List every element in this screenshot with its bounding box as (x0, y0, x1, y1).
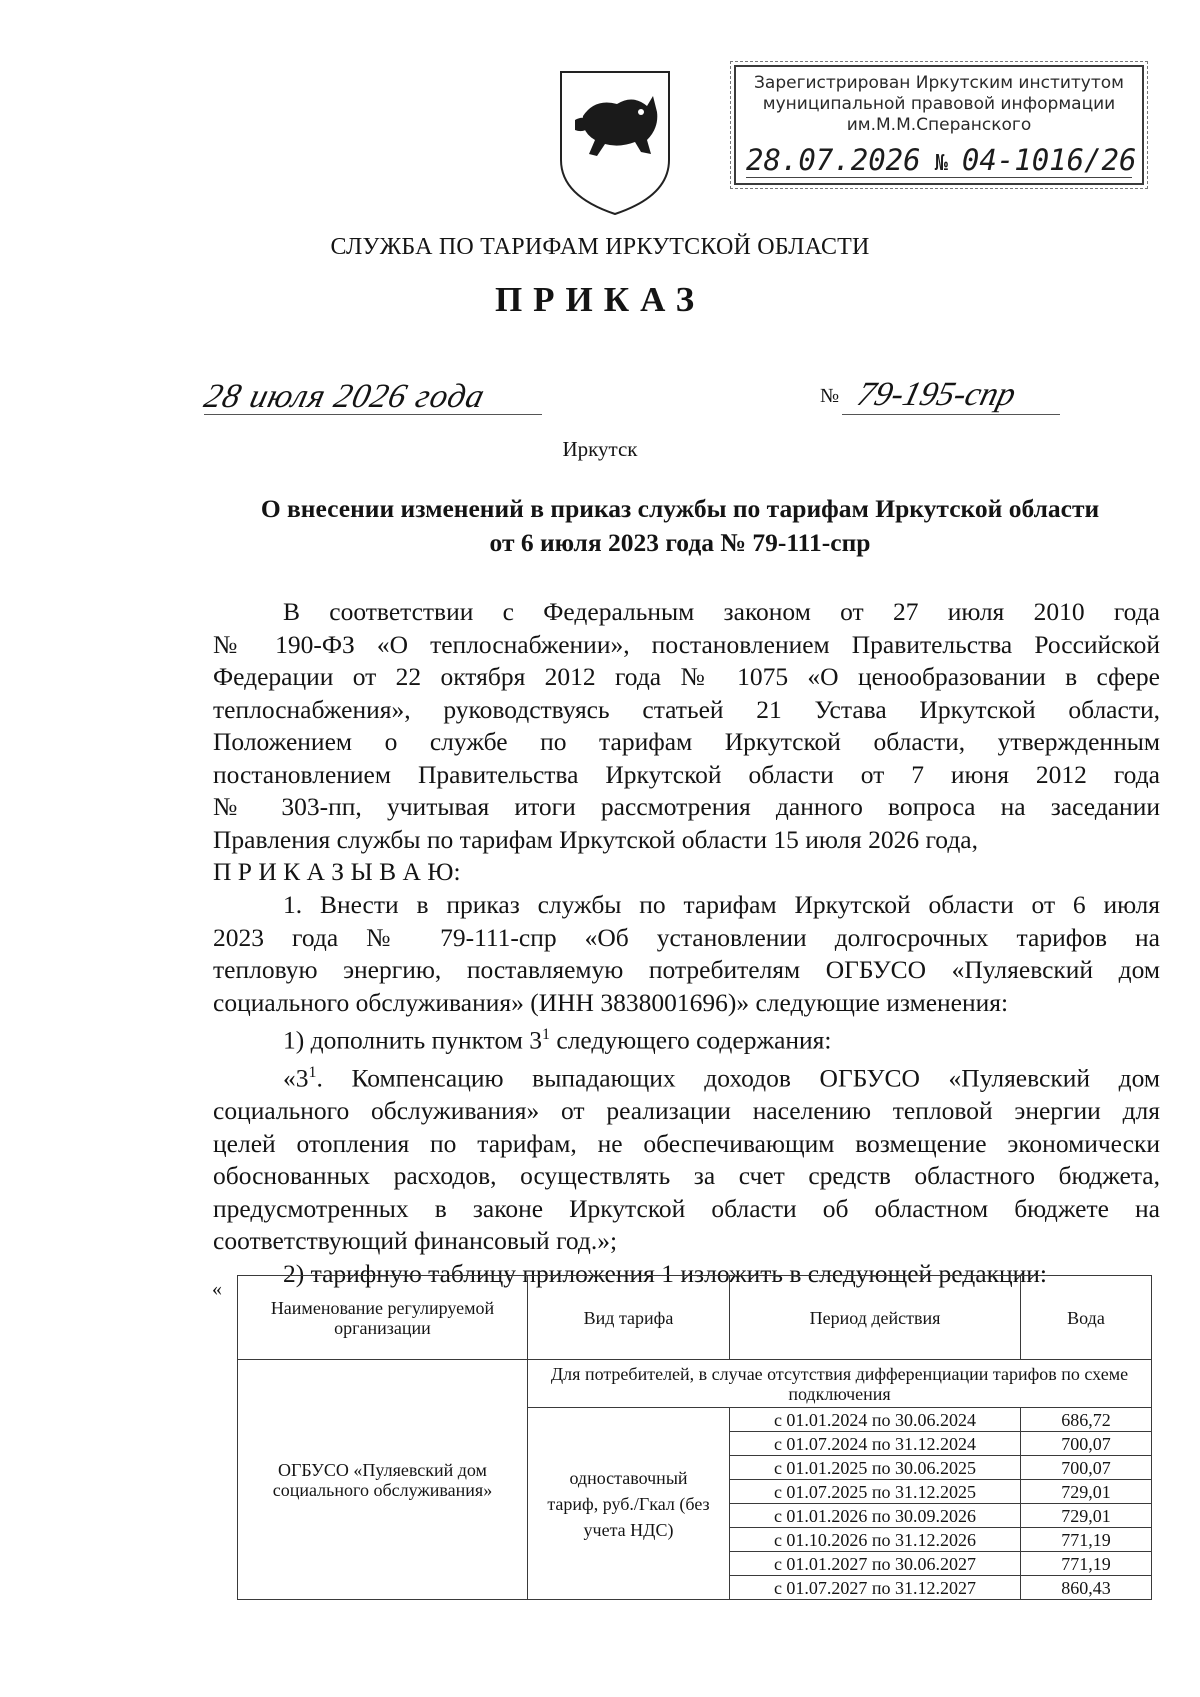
consumer-group-row (238, 1360, 1152, 1408)
preamble-line: постановлением Правительства Иркутской области от 7 июня 2012 года (213, 759, 1160, 789)
period-cell: с 01.07.2027 по 31.12.2027 (730, 1576, 1021, 1600)
tariff-table (237, 1275, 1152, 1600)
value-cell: 771,19 (1021, 1552, 1152, 1576)
preamble-paragraph (213, 596, 1160, 889)
new-clause-first-line (213, 1057, 1160, 1095)
subitem-2-line: 2) тарифную таблицу приложения 1 изложить в следующей редакции: (283, 1258, 1047, 1288)
preamble-line: В соответствии с Федеральным законом от 27 июля 2010 года (283, 597, 1160, 626)
handwritten-order-number: 79-195-спр (853, 376, 1020, 413)
subitem-1-superscript: 1 (542, 1026, 550, 1043)
order-heading (200, 492, 1160, 560)
period-cell: с 01.07.2024 по 31.12.2024 (730, 1432, 1021, 1456)
subitem-1-line (213, 1019, 1160, 1057)
heading-line-1: О внесении изменений в приказ службы по тарифам Иркутской области (260, 494, 1100, 523)
preamble-line: № 190-ФЗ «О теплоснабжении», постановлением Правительства Российской (213, 629, 1160, 659)
item-1-paragraph (213, 889, 1160, 1290)
coat-of-arms-emblem (555, 68, 675, 218)
period-cell: с 01.01.2026 по 30.09.2026 (730, 1504, 1021, 1528)
period-cell: с 01.01.2025 по 30.06.2025 (730, 1456, 1021, 1480)
header-organization: Наименование регулируемой организации (238, 1276, 528, 1360)
preamble-line: Положением о службе по тарифам Иркутской области, утвержденным (213, 727, 1160, 756)
period-cell: с 01.07.2025 по 31.12.2025 (730, 1480, 1021, 1504)
new-clause-line: обоснованных расходов, осуществлять за счет средств областного бюджета, (213, 1161, 1160, 1190)
item-1-line: тепловую энергию, поставляемую потребителям ОГБУСО «Пуляевский дом (213, 955, 1160, 984)
stamp-number-label: № (934, 151, 948, 176)
header-tariff-type: Вид тарифа (528, 1276, 730, 1360)
period-cell: с 01.01.2027 по 30.06.2027 (730, 1552, 1021, 1576)
table-header-row (238, 1276, 1152, 1360)
tariff-type-cell: одноставочный тариф, руб./Гкал (без учета НДС) (528, 1408, 730, 1600)
new-clause-line: целей отопления по тарифам, не обеспечивающим возмещение экономически (213, 1128, 1160, 1158)
value-cell: 729,01 (1021, 1480, 1152, 1504)
new-clause-text: . Компенсацию выпадающих доходов ОГБУСО «Пуляевский дом (316, 1063, 1160, 1093)
value-cell: 771,19 (1021, 1528, 1152, 1552)
stamp-line-3: им.М.М.Сперанского (846, 115, 1032, 135)
stamp-line-1: Зарегистрирован Иркутским институтом (754, 73, 1124, 93)
new-clause-line: соответствующий финансовый год.»; (213, 1226, 618, 1255)
date-underline (204, 414, 542, 415)
item-1-line: 2023 года № 79-111-спр «Об установлении долгосрочных тарифов на (213, 922, 1160, 952)
period-cell: с 01.01.2024 по 30.06.2024 (730, 1408, 1021, 1432)
organization-cell: ОГБУСО «Пуляевский дом социального обслуживания» (238, 1360, 528, 1600)
item-1-line: 1. Внести в приказ службы по тарифам Иркутской области от 6 июля (283, 890, 1160, 919)
document-type-title: ПРИКАЗ (494, 280, 706, 319)
header-period: Период действия (730, 1276, 1021, 1360)
consumer-group-cell: Для потребителей, в случае отсутствия дифференциации тарифов по схеме подключения (528, 1360, 1152, 1408)
preamble-line: № 303-пп, учитывая итоги рассмотрения данного вопроса на заседании (213, 792, 1160, 821)
period-cell: с 01.10.2026 по 31.12.2026 (730, 1528, 1021, 1552)
preamble-line: теплоснабжения», руководствуясь статьей 21 Устава Иркутской области, (213, 694, 1160, 724)
agency-name: СЛУЖБА ПО ТАРИФАМ ИРКУТСКОЙ ОБЛАСТИ (330, 234, 870, 260)
preamble-line: Федерации от 22 октября 2012 года № 1075 «О ценообразовании в сфере (213, 662, 1160, 691)
new-clause-line: социального обслуживания» от реализации населению тепловой энергии для (213, 1096, 1160, 1125)
heading-line-2: от 6 июля 2023 года № 79-111-спр (489, 528, 871, 557)
registration-stamp (734, 65, 1144, 185)
new-clause-superscript: 1 (308, 1064, 317, 1081)
value-cell: 686,72 (1021, 1408, 1152, 1432)
value-cell: 860,43 (1021, 1576, 1152, 1600)
new-clause-number: «3 (283, 1063, 309, 1093)
city-name: Иркутск (562, 437, 638, 461)
value-cell: 700,07 (1021, 1456, 1152, 1480)
subitem-1-suffix: следующего содержания: (550, 1025, 832, 1055)
stamp-handwritten-number: 04-1016/26 (961, 143, 1137, 177)
table-open-quote: « (212, 1278, 222, 1300)
header-water: Вода (1021, 1276, 1152, 1360)
item-1-line: социального обслуживания» (ИНН 3838001696)» следующие изменения: (213, 987, 1009, 1017)
stamp-handwritten-entry (746, 143, 1136, 177)
preamble-line: Правления службы по тарифам Иркутской области 15 июля 2026 года, (213, 824, 978, 854)
subitem-1-text: 1) дополнить пунктом 3 (283, 1025, 542, 1055)
value-cell: 700,07 (1021, 1432, 1152, 1456)
stamp-handwritten-date: 28.07.2026 (746, 143, 921, 177)
stamp-underline (746, 177, 1132, 178)
value-cell: 729,01 (1021, 1504, 1152, 1528)
stamp-line-2: муниципальной правовой информации (762, 94, 1116, 114)
number-underline (842, 414, 1060, 415)
order-word: П Р И К А З Ы В А Ю: (213, 857, 461, 886)
handwritten-order-date: 28 июля 2026 года (200, 378, 490, 415)
order-number-label: № (820, 385, 840, 407)
new-clause-line: предусмотренных в законе Иркутской области об областном бюджете на (213, 1193, 1160, 1223)
